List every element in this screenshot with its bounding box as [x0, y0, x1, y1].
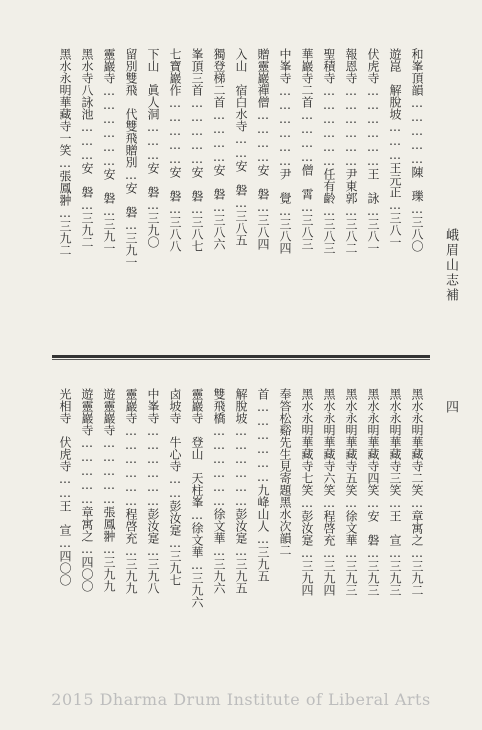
toc-entry: 入山 宿白水寺……安 磐…三八五 [234, 48, 248, 246]
toc-entry: 中峯寺………………彭汝寔…三九八 [146, 388, 160, 594]
toc-entry: 奉答松谿先生見寄題黑水次韻二 [278, 388, 292, 556]
toc-entry: 黑水永明華藏寺四笑…安 磐…三九三 [366, 388, 380, 596]
toc-entry: 遊靈巖寺……………張鳳翀…三九九 [102, 388, 116, 592]
section-divider-thin [52, 359, 430, 360]
toc-entry: 黑水永明華藏寺五笑…徐文華…三九三 [344, 388, 358, 596]
toc-entry: 靈巖寺 登山 天柱峯…徐文華…三九六 [190, 388, 204, 608]
toc-entry: 獨登梯二首…………安 磐…三八六 [212, 48, 226, 250]
book-title: 峨眉山志補 [443, 228, 458, 303]
toc-entry: 峯頂三首……………安 磐…三八七 [190, 48, 204, 252]
toc-entry: 中峯寺………………尹 覺…三八四 [278, 48, 292, 254]
toc-entry: 遊崑 解脫坡………王元正…三八一 [388, 48, 402, 248]
toc-entry: 報恩寺………………尹東郭…三八二 [344, 48, 358, 254]
toc-entry: 下山 眞人洞………安 磐…三九〇 [146, 48, 160, 248]
toc-entry: 黑水永明華藏寺一笑…張鳳翀…三九二 [58, 48, 72, 256]
toc-entry: 黑水寺八詠池………安 磐…三九二 [80, 48, 94, 248]
toc-entry: 解脫坡………………彭汝寔…三九五 [234, 388, 248, 594]
toc-entry: 光相寺 伏虎寺……王 宣…四〇〇 [58, 388, 72, 586]
toc-entry: 靈巖寺………………程啓充…三九九 [124, 388, 138, 594]
watermark: 2015 Dharma Drum Institute of Liberal Arts [51, 690, 431, 709]
page-number: 四 [443, 400, 458, 415]
toc-entry: 黑水永明華藏寺二笑…章寓之…三九二 [410, 388, 424, 596]
toc-entry: 雙飛橋………………徐文華…三九六 [212, 388, 226, 594]
toc-entry: 靈巖寺………………安 磐…三九一 [102, 48, 116, 254]
toc-entry: 聖積寺………………任有齡…三八三 [322, 48, 336, 254]
toc-entry: 贈靈巖禪僧…………安 磐…三八四 [256, 48, 270, 250]
toc-entry: 黑水永明華藏寺三笑…王 宣…三九三 [388, 388, 402, 596]
toc-entry: 遊靈巖寺……………章寓之…四〇〇 [80, 388, 94, 592]
toc-entry: 卤坡寺 牛心寺……彭汝寔…三九七 [168, 388, 182, 586]
toc-entry: 留別雙飛 代雙飛贈別…安 磐…三九一 [124, 48, 138, 268]
toc-entry: 黑水永明華藏寺六笑…程啓充…三九四 [322, 388, 336, 596]
section-divider [52, 355, 430, 358]
toc-entry: 和峯頂韻……………陳 瓅…三八〇 [410, 48, 424, 252]
toc-entry: 華巖寺二首…………僧 霄…三八三 [300, 48, 314, 250]
toc-entry: 首………………九𡶶山人…三九五 [256, 388, 270, 582]
toc-entry: 伏虎寺………………王 詠…三八一 [366, 48, 380, 254]
toc-entry: 黑水永明華藏寺七笑…彭汝寔…三九四 [300, 388, 314, 596]
toc-entry: 七寶巖作……………安 磐…三八八 [168, 48, 182, 252]
